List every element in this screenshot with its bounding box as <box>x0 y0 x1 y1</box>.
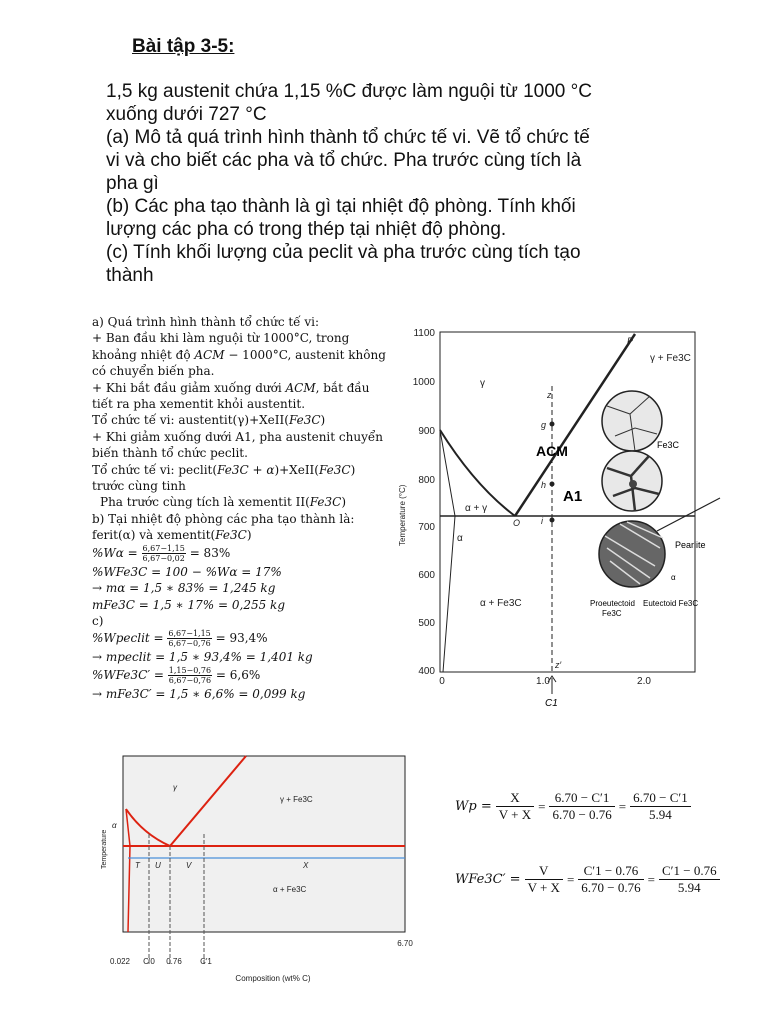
handwritten-acm: ACM <box>536 443 568 459</box>
label-z-prime: z′ <box>555 660 562 670</box>
point-i <box>550 518 555 523</box>
label-fe3c-grain: Fe3C <box>657 440 680 450</box>
y-tick: 600 <box>418 570 435 581</box>
problem-line: 1,5 kg austenit chứa 1,15 %C được làm nguội từ 1000 °C <box>106 81 592 102</box>
region-alpha: α <box>457 533 463 544</box>
label-z: z <box>547 390 552 400</box>
y-tick: 400 <box>418 666 435 677</box>
problem-line: xuống dưới 727 °C <box>106 104 267 125</box>
x-tick: 0.76 <box>166 957 182 966</box>
problem-line: thành <box>106 265 154 286</box>
x-ticks <box>439 676 651 687</box>
x-tick: C′1 <box>200 957 212 966</box>
lever-rule-formulas <box>455 790 735 936</box>
label-proeutectoid: Proeutectoid <box>590 599 635 608</box>
label-g: g <box>541 420 547 430</box>
problem-line: lượng các pha có trong thép tại nhiệt độ phòng. <box>106 219 507 240</box>
y-ticks <box>413 328 436 677</box>
equation-m-peclit: → mpeclit = 1,5 ∗ 93,4% = 1,401 kg <box>92 650 313 665</box>
solution-line: biến thành tổ chức peclit. <box>92 446 248 461</box>
label-c1: C1 <box>545 698 558 709</box>
label-i: i <box>541 516 543 526</box>
handwritten-a1: A1 <box>563 488 583 505</box>
problem-line: vi và cho biết các pha và tổ chức. Pha trước cùng tích là <box>106 150 582 171</box>
equation-w-alpha: %Wα = $\frac{6,67-1,15}{6,67-0,02}$ = 83% <box>92 543 231 563</box>
label-p: P <box>627 336 634 346</box>
point-g <box>550 422 555 427</box>
micro-austenite <box>602 391 662 451</box>
solution-text <box>92 314 392 702</box>
label-o: O <box>513 518 521 528</box>
segment-t: T <box>135 861 140 870</box>
solution-line: b) Tại nhiệt độ phòng các pha tạo thành là: <box>92 511 355 526</box>
region-gamma: γ <box>480 378 485 389</box>
label-alpha-micro: α <box>671 573 676 582</box>
x-tick: 0 <box>439 676 445 687</box>
x-end-tick: 6.70 <box>397 939 413 948</box>
micro-pearlite <box>599 521 665 587</box>
x-axis-label: Composition (wt% C) <box>235 974 311 983</box>
solution-line: + Ban đầu khi làm nguội từ 1000°C, trong <box>92 331 350 346</box>
solution-line: Tổ chức tế vi: austentit(γ)+XeII(Fe3C) <box>92 413 326 428</box>
solution-line: + Khi bắt đầu giảm xuống dưới ACM, bắt đầu <box>92 380 370 395</box>
problem-line: pha gì <box>106 173 159 194</box>
y-tick: 1000 <box>412 377 435 388</box>
region-gamma: γ <box>173 783 177 792</box>
label-eutectoid-fe3c: Eutectoid Fe3C <box>643 599 699 608</box>
solution-line: ferit(α) và xementit(Fe3C) <box>92 528 252 543</box>
segment-u: U <box>155 861 161 870</box>
solution-line: Tổ chức tế vi: peclit(Fe3C + α)+XeII(Fe3C) <box>92 462 356 477</box>
formula-wfe3c: WFe3C′ = $\frac{V}{V + X}$ = C′1 − 0.76 6.70 − 0.76 = C′1 − 0.76 5.94 <box>455 863 735 896</box>
y-tick: 1100 <box>413 328 435 339</box>
y-axis-label: Temperature <box>101 829 108 869</box>
solution-line: trước cùng tinh <box>92 479 186 494</box>
region-gamma-fe3c: γ + Fe3C <box>280 795 313 804</box>
part-c-label: c) <box>92 613 104 628</box>
solution-line: tiết ra pha xementit khỏi austentit. <box>92 397 306 412</box>
x-tick: 2.0 <box>637 676 651 687</box>
label-proeutectoid-fe3c: Fe3C <box>602 609 622 618</box>
segment-x: X <box>303 861 309 870</box>
exercise-title: Bài tập 3-5: <box>132 36 235 57</box>
region-gamma-fe3c: γ + Fe3C <box>650 353 691 364</box>
region-alpha-fe3c: α + Fe3C <box>273 885 307 894</box>
equation-w-peclit: %Wpeclit = $\frac{6,67-1,15}{6,67-0,76}$ = 93,4% <box>92 629 268 649</box>
region-alpha: α <box>112 821 117 830</box>
solution-line: Pha trước cùng tích là xementit II(Fe3C) <box>100 495 347 510</box>
equation-m-alpha: → mα = 1,5 ∗ 83% = 1,245 kg <box>92 581 276 596</box>
label-pearlite: Pearlite <box>675 540 706 550</box>
y-tick: 700 <box>418 522 435 533</box>
problem-line: (a) Mô tả quá trình hình thành tổ chức tế vi. Vẽ tổ chức tế <box>106 127 590 148</box>
y-axis-label: Temperature (°C) <box>398 484 407 546</box>
problem-line: (b) Các pha tạo thành là gì tại nhiệt độ phòng. Tính khối <box>106 196 576 217</box>
phase-diagram-2 <box>98 754 423 994</box>
x-tick: 1.0 <box>536 676 550 687</box>
equation-m-fe3c-prime: → mFe3C′ = 1,5 ∗ 6,6% = 0,099 kg <box>92 686 306 701</box>
solution-line: a) Quá trình hình thành tổ chức tế vi: <box>92 315 320 329</box>
label-h: h <box>541 480 547 490</box>
x-tick: C′0 <box>143 957 155 966</box>
y-tick: 800 <box>418 475 435 486</box>
region-alpha-gamma: α + γ <box>465 503 488 514</box>
point-h <box>550 482 555 487</box>
x-tick: 0.022 <box>109 957 131 966</box>
solution-line: + Khi giảm xuống dưới A1, pha austenit chuyển <box>92 429 383 444</box>
y-tick: 900 <box>418 426 435 437</box>
region-alpha-fe3c: α + Fe3C <box>480 598 522 609</box>
solution-line: có chuyển biến pha. <box>92 364 215 379</box>
alpha-solvus <box>440 430 455 672</box>
formula-wp: Wp = $\frac{X}{V + X}$ = 6.70 − C′1 6.70 − 0.76 = 6.70 − C′1 5.94 <box>455 790 735 823</box>
segment-v: V <box>186 861 192 870</box>
problem-line: (c) Tính khối lượng của peclit và pha trước cùng tích tạo <box>106 242 581 263</box>
y-tick: 500 <box>418 618 435 629</box>
problem-statement <box>106 80 666 287</box>
equation-w-fe3c: %WFe3C = 100 − %Wα = 17% <box>92 564 282 579</box>
phase-diagram-1 <box>395 316 765 716</box>
equation-m-fe3c: mFe3C = 1,5 ∗ 17% = 0,255 kg <box>92 597 285 612</box>
micro-austenite-fe3c <box>602 451 662 511</box>
equation-w-fe3c-prime: %WFe3C′ = $\frac{1,15-0,76}{6,67-0,76}$ = 6,6% <box>92 665 261 685</box>
pearlite-arrow <box>657 498 720 531</box>
solution-line: khoảng nhiệt độ ACM − 1000°C, austenit không <box>92 347 386 362</box>
